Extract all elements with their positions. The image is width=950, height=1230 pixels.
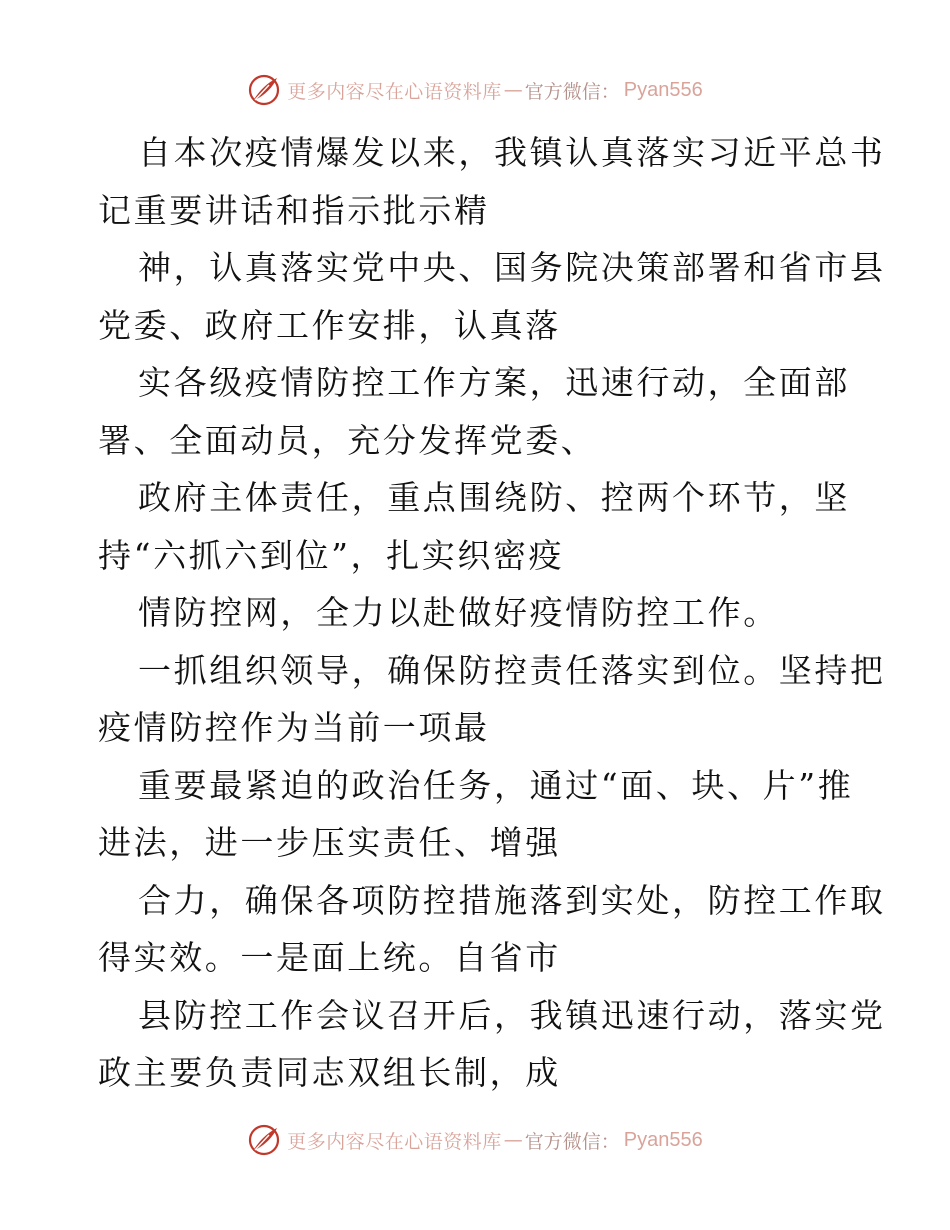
text-line: 疫情防控作为当前一项最: [98, 708, 490, 747]
text-line: 神，认真落实党中央、国务院决策部署和省市县: [138, 248, 886, 287]
feather-pen-logo-icon: [247, 73, 281, 107]
banner-wechat-id: Pyan556: [623, 1128, 703, 1151]
banner-wechat-id: Pyan556: [623, 78, 703, 101]
feather-pen-logo-icon: [247, 1123, 281, 1157]
text-line: 重要最紧迫的政治任务，通过“面、块、片”推: [138, 765, 854, 805]
text-line: 持“六抓六到位”，扎实织密疫: [98, 535, 565, 575]
banner-dash: —: [503, 1129, 523, 1151]
banner-dash: —: [503, 79, 523, 101]
banner-site-text: 更多内容尽在心语资料库: [287, 1130, 502, 1153]
banner-site-text: 更多内容尽在心语资料库: [287, 80, 502, 103]
text-line: 实各级疫情防控工作方案，迅速行动，全面部: [138, 363, 850, 402]
text-line: 自本次疫情爆发以来，我镇认真落实习近平总书: [138, 133, 886, 172]
text-line: 政府主体责任，重点围绕防、控两个环节，坚: [138, 478, 850, 517]
text-line: 党委、政府工作安排，认真落: [98, 305, 561, 345]
text-line: 县防控工作会议召开后，我镇迅速行动，落实党: [138, 995, 886, 1035]
banner-official-label: 官方微信：: [524, 80, 620, 103]
text-line: 署、全面动员，充分发挥党委、: [98, 420, 597, 460]
text-line: 记重要讲话和指示批示精: [98, 190, 490, 230]
footer-banner: [0, 1120, 950, 1160]
text-line: 情防控网，全力以赴做好疫情防控工作。: [138, 593, 779, 632]
header-banner: [0, 70, 950, 110]
document-body: [98, 124, 886, 1102]
banner-official-label: 官方微信：: [524, 1130, 620, 1153]
text-line: 合力，确保各项防控措施落到实处，防控工作取: [138, 880, 886, 920]
text-line: 一抓组织领导，确保防控责任落实到位。坚持把: [138, 650, 886, 690]
text-line: 政主要负责同志双组长制，成: [98, 1053, 561, 1092]
text-line: 得实效。一是面上统。自省市: [98, 938, 561, 977]
text-line: 进法，进一步压实责任、增强: [98, 823, 561, 862]
